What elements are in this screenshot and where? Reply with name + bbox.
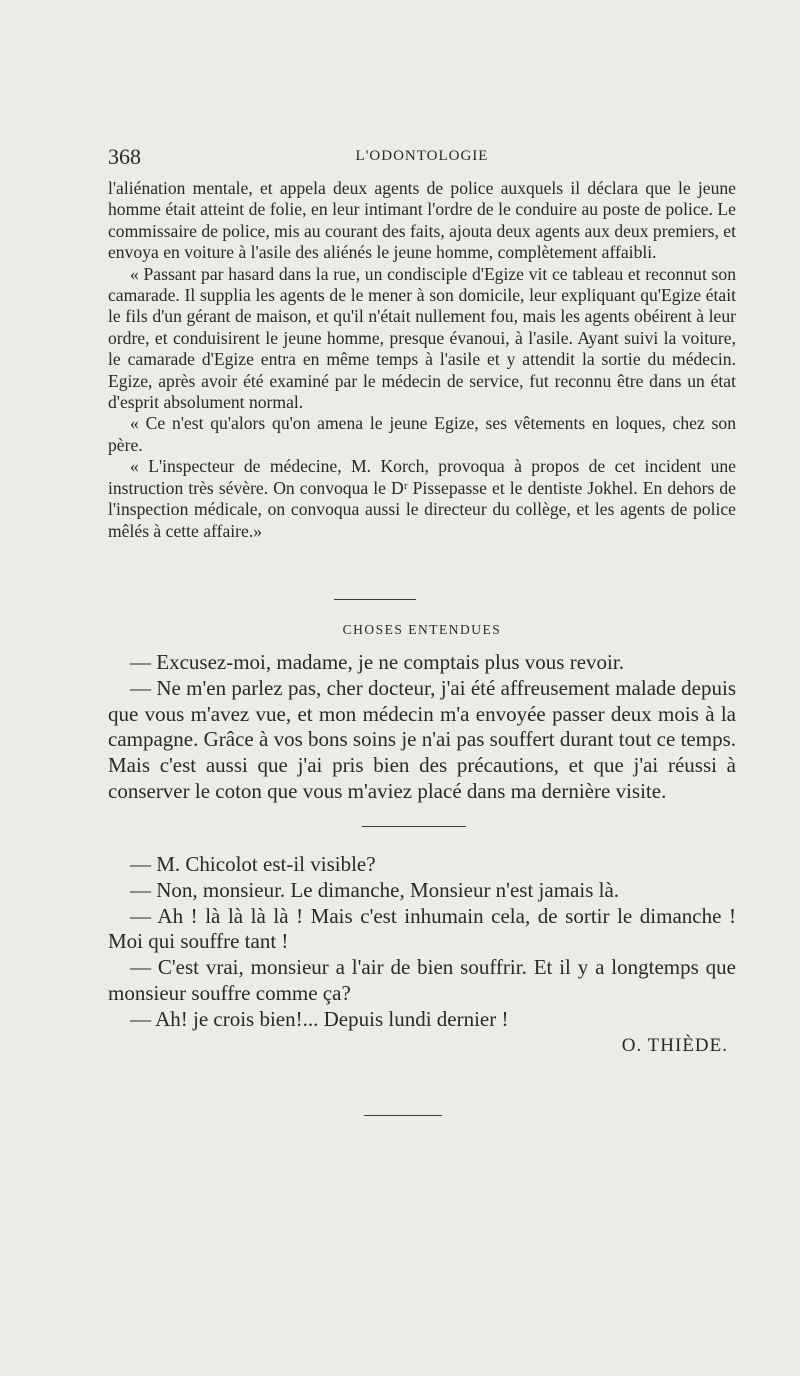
page-number: 368 bbox=[108, 144, 141, 169]
paragraph: « Ce n'est qu'alors qu'on amena le jeune Egize, ses vêtements en loques, chez son père. bbox=[108, 413, 736, 455]
dialogue-line: — C'est vrai, monsieur a l'air de bien souffrir. Et il y a longtemps que monsieur souffre comme ça? bbox=[108, 955, 736, 1005]
author-signature: O. THIÈDE. bbox=[621, 1034, 728, 1056]
divider-rule bbox=[362, 826, 466, 827]
dialogue-line: — Non, monsieur. Le dimanche, Monsieur n'est jamais là. bbox=[130, 877, 620, 902]
divider-rule bbox=[334, 599, 416, 600]
dialogue-line: — Ah! je crois bien!... Depuis lundi dernier ! bbox=[130, 1006, 509, 1031]
dialogue-block bbox=[108, 852, 736, 1059]
page-header bbox=[108, 144, 736, 174]
running-head: L'ODONTOLOGIE bbox=[355, 148, 489, 164]
dialogue-line: — Excusez-moi, madame, je ne comptais plus vous revoir. bbox=[130, 650, 624, 674]
divider-rule bbox=[364, 1115, 442, 1116]
paragraph: « L'inspecteur de médecine, M. Korch, provoqua à propos de cet incident une instruction très sévère. On convoqua le Dʳ Pissepasse et le dentiste Jokhel. En dehors de l'inspection médicale, on convoqua aussi le directeur du collège, et les agents de police mêlés à cette affaire.» bbox=[108, 456, 736, 541]
section-title: CHOSES ENTENDUES bbox=[342, 622, 502, 637]
paragraph: « Passant par hasard dans la rue, un condisciple d'Egize vit ce tableau et reconnut son camarade. Il supplia les agents de le mener à son domicile, leur expliquant qu'Egize était le fils d'un gérant de maison, et qu'il n'était nullement fou, mais les agents obéirent à leur ordre, et conduisirent le jeune homme, presque évanoui, à l'asile. Ayant suivi la voiture, le camarade d'Egize entra en même temps à l'asile et y attendit la sortie du médecin. Egize, après avoir été examiné par le médecin de service, fut reconnu être dans un état d'esprit absolument normal. bbox=[108, 263, 736, 413]
paragraph: l'aliénation mentale, et appela deux agents de police auxquels il déclara que le jeune homme était atteint de folie, en leur intimant l'ordre de le conduire au poste de police. Le commissaire de police, mis au courant des faits, ajouta deux agents aux deux premiers, et envoya en voiture à l'asile des aliénés le jeune homme, complètement affaibli. bbox=[108, 178, 736, 263]
dialogue-line: — M. Chicolot est-il visible? bbox=[130, 852, 376, 876]
dialogue-line: — Ne m'en parlez pas, cher docteur, j'ai été affreusement malade depuis que vous m'avez vue, et mon médecin m'a envoyée passer deux mois à la campagne. Grâce à vos bons soins je n'ai pas souffert durant tout ce temps. Mais c'est aussi que j'ai pris bien des précautions, et que j'ai réussi à conserver le coton que vous m'aviez placé dans ma dernière visite. bbox=[108, 675, 736, 803]
dialogue-line: — Ah ! là là là là ! Mais c'est inhumain cela, de sortir le dimanche ! Moi qui souffre tant ! bbox=[108, 903, 736, 954]
article-text bbox=[108, 178, 736, 542]
dialogue-block bbox=[108, 650, 736, 805]
